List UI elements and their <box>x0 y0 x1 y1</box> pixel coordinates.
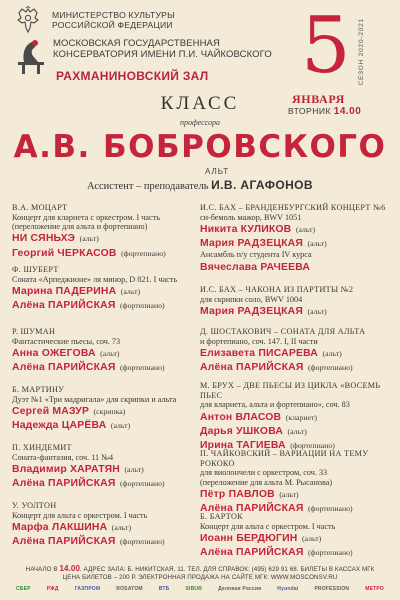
instrument-label: АЛЬТ <box>205 167 230 176</box>
program-item <box>200 285 392 318</box>
performer <box>200 346 392 360</box>
date-day: 5 <box>301 1 351 91</box>
performer-instrument: (кларнет) <box>285 412 317 422</box>
performer <box>12 298 198 312</box>
address-text: АДРЕС ЗАЛА: Б. НИКИТСКАЯ, 11. ТЕЛ. ДЛЯ СПРАВОК: (495) 629 91 68. БИЛЕТЫ В КАССАХ МГК <box>83 566 375 573</box>
conservatory-line-1: МОСКОВСКАЯ ГОСУДАРСТВЕННАЯ <box>53 38 220 49</box>
performer <box>12 346 198 360</box>
hall-name: РАХМАНИНОВСКИЙ ЗАЛ <box>56 69 209 83</box>
class-heading: КЛАСС <box>160 93 240 114</box>
performer-name: Алёна ПАРИЙСКАЯ <box>12 478 116 490</box>
performer-instrument: (альт) <box>287 426 307 436</box>
ministry-line-2: РОССИЙСКОЙ ФЕДЕРАЦИИ <box>52 20 173 30</box>
performer-instrument: (фортепиано) <box>119 479 165 489</box>
sponsor-logo: ROSATOM <box>116 586 143 592</box>
performer-instrument: (альт) <box>79 234 99 244</box>
performer-name: Алёна ПАРИЙСКАЯ <box>12 362 116 374</box>
composer: У. УОЛТОН <box>12 501 57 510</box>
composer: М. БРУХ – ДВЕ ПЬЕСЫ ИЗ ЦИКЛА «ВОСЕМЬ ПЬЕС <box>200 381 381 400</box>
program-item <box>200 449 392 515</box>
performer-instrument: (альт) <box>100 349 120 358</box>
performer-instrument: (фортепиано) <box>119 301 165 311</box>
performer <box>12 462 198 476</box>
performer-name: Никита КУЛИКОВ <box>200 224 292 235</box>
performer <box>12 520 198 534</box>
performer-name: Мария РАДЗЕЦКАЯ <box>200 306 304 317</box>
sponsor-logo: Hyundai <box>277 586 299 592</box>
performer-name: Елизавета ПИСАРЕВА <box>200 348 319 359</box>
work-title: для виолончели с оркестром, соч. 33 <box>200 468 328 478</box>
composer: И.С. БАХ – БРАНДЕНБУРГСКИЙ КОНЦЕРТ №6 <box>200 203 386 212</box>
work-title: си-бемоль мажор, BWV 1051 <box>200 212 302 222</box>
program-item <box>12 443 198 490</box>
sponsor-logo: ГАЗПРОМ <box>74 586 101 592</box>
professor-label: профессора <box>179 118 221 127</box>
performer-instrument: (альт) <box>307 239 327 249</box>
sponsor-logo: SIBUR <box>185 586 203 592</box>
program-item <box>12 265 198 312</box>
work-title: Фантастические пьесы, соч. 73 <box>12 336 121 346</box>
performer-instrument: (фортепиано) <box>307 504 353 514</box>
performer-name: Владимир ХАРАТЯН <box>12 464 120 475</box>
date-time: 14.00 <box>333 106 362 117</box>
performer-name: Антон ВЛАСОВ <box>200 411 282 423</box>
performer-instrument: (фортепиано) <box>119 537 165 547</box>
performer-instrument: (альт) <box>307 307 327 316</box>
work-title: для скрипки соло, BWV 1004 <box>200 294 303 304</box>
date-month: ЯНВАРЯ <box>292 92 345 106</box>
program-item <box>200 381 392 452</box>
performer-name: Георгий ЧЕРКАСОВ <box>12 247 117 259</box>
ministry-line-1: МИНИСТЕРСТВО КУЛЬТУРЫ <box>52 10 175 20</box>
work-title: Соната «Арпеджионе» ля минор, D 821. I часть <box>12 274 178 284</box>
performer-name: Дарья УШКОВА <box>200 425 284 437</box>
composer: Ф. ШУБЕРТ <box>12 265 59 274</box>
composer: П. ХИНДЕМИТ <box>12 443 72 452</box>
ensemble-note: Ансамбль п/у студента IV курса <box>200 250 312 260</box>
sponsor-logo: Деловая Россия <box>218 586 262 592</box>
work-title: (переложение для альта М. Рысанова) <box>200 477 333 487</box>
performer-instrument: (альт) <box>110 421 131 431</box>
performer <box>12 360 198 374</box>
ticket-prices: ЦЕНА БИЛЕТОВ – 200 Р. ЭЛЕКТРОННАЯ ПРОДАЖА НА САЙТЕ МГК: WWW.MOSCONSV.RU <box>62 573 338 581</box>
composer: И.С. БАХ – ЧАКОНА ИЗ ПАРТИТЫ №2 <box>200 285 354 294</box>
performer <box>200 410 392 424</box>
performer-instrument: (альт) <box>322 349 342 358</box>
performer-name: Алёна ПАРИЙСКАЯ <box>200 547 304 559</box>
composer: Д. ШОСТАКОВИЧ – СОНАТА ДЛЯ АЛЬТА <box>200 327 366 336</box>
composer: Б. МАРТИНУ <box>12 385 65 394</box>
sponsor-logo: ВТБ <box>158 586 170 592</box>
start-label: НАЧАЛО В <box>25 566 58 573</box>
performer-name: Алёна ПАРИЙСКАЯ <box>12 300 116 312</box>
performer <box>12 418 198 432</box>
performer-instrument: (альт) <box>301 534 322 543</box>
performer <box>200 424 392 438</box>
work-title: Концерт для альта с оркестром. I часть <box>12 510 148 520</box>
performer-instrument: (скрипка) <box>93 407 126 416</box>
conservatory-logo-icon <box>16 38 46 76</box>
performer-instrument: (фортепиано) <box>307 548 353 558</box>
performer-name: Мария РАДЗЕЦКАЯ <box>200 238 304 250</box>
performer-name: Ирина ТАГИЕВА <box>200 440 286 451</box>
sponsor-logo: PROFESSION <box>314 586 350 592</box>
performer <box>12 231 198 245</box>
performer-name: НИ СЯНЬХЭ <box>12 233 76 245</box>
performer <box>200 487 392 501</box>
sponsor-logo: РЖД <box>46 586 59 592</box>
performer-instrument: (альт) <box>120 287 141 296</box>
assistant-line <box>0 178 400 192</box>
program-item <box>12 327 198 374</box>
performer <box>200 531 392 545</box>
composer: Б. БАРТОК <box>200 512 243 521</box>
performer-name: Алёна ПАРИЙСКАЯ <box>12 536 116 548</box>
work-title: Соната-фантазия, соч. 11 №4 <box>12 452 114 462</box>
performer <box>200 360 392 374</box>
performer-name: Иоанн БЕРДЮГИН <box>200 533 298 544</box>
work-title: Концерт для альта с оркестром. I часть <box>200 521 336 531</box>
performer-name: Сергей МАЗУР <box>12 406 90 417</box>
sponsor-logos <box>16 586 384 592</box>
performer-name: Алёна ПАРИЙСКАЯ <box>200 503 304 515</box>
double-headed-eagle-icon <box>16 6 40 34</box>
season-label: СЕЗОН 2020-2021 <box>358 18 365 86</box>
performer <box>12 476 198 490</box>
conservatory-line-2: КОНСЕРВАТОРИЯ ИМЕНИ П.И. ЧАЙКОВСКОГО <box>53 49 272 60</box>
performer-instrument: (альт) <box>279 490 299 499</box>
performer <box>200 545 392 559</box>
performer-instrument: (фортепиано) <box>307 363 353 373</box>
performer-name: Вячеслава РАЧЕЕВА <box>200 261 311 273</box>
program-item <box>12 385 198 432</box>
work-title: Дуэт №1 «Три мадригала» для скрипки и альта <box>12 394 177 404</box>
work-title: для кларнета, альта и фортепиано», соч. 83 <box>200 400 350 410</box>
performer <box>12 404 198 418</box>
work-title: (переложение для альта и фортепиано) <box>12 222 148 231</box>
conservatory-title <box>53 38 272 60</box>
performer <box>200 222 392 236</box>
work-title: Концерт для кларнета с оркестром. I часть <box>12 212 160 222</box>
performer-name: Надежда ЦАРЁВА <box>12 420 107 432</box>
date-weekday: ВТОРНИК <box>288 106 331 116</box>
footer-info <box>0 565 400 581</box>
composer: В.А. МОЦАРТ <box>12 203 68 212</box>
ministry-title <box>52 10 175 30</box>
performer-name: Марфа ЛАКШИНА <box>12 522 108 533</box>
performer-name: Марина ПАДЕРИНА <box>12 286 117 297</box>
performer <box>12 284 198 298</box>
performer-name: Анна ОЖЕГОВА <box>12 348 96 359</box>
assistant-name: И.В. АГАФОНОВ <box>211 178 313 192</box>
assistant-label: Ассистент – преподаватель <box>87 181 209 192</box>
program-item <box>200 327 392 374</box>
performer <box>200 260 392 274</box>
start-time: 14.00 <box>59 564 81 573</box>
performer <box>12 534 198 548</box>
program-item <box>12 501 198 548</box>
performer-instrument: (фортепиано) <box>119 363 165 373</box>
performer-instrument: (альт) <box>111 523 132 532</box>
program-item <box>12 203 198 260</box>
footer-line-1: НАЧАЛО В 14.00. АДРЕС ЗАЛА: Б. НИКИТСКАЯ, 11. ТЕЛ. ДЛЯ СПРАВОК: (495) 629 91 68. БИЛЕТЫ В КАССАХ МГК <box>25 564 375 573</box>
sponsor-logo: МЕТРО <box>365 586 384 592</box>
performer-name: Пётр ПАВЛОВ <box>200 489 275 500</box>
performer <box>200 236 392 250</box>
performer-name: Алёна ПАРИЙСКАЯ <box>200 362 304 374</box>
performer <box>200 304 392 318</box>
composer: Р. ШУМАН <box>12 327 56 336</box>
program-item <box>200 203 392 274</box>
work-title: и фортепиано, соч. 147. I, II части <box>200 336 318 346</box>
performer-instrument: (фортепиано) <box>290 441 335 450</box>
performer <box>12 246 198 260</box>
performer-instrument: (альт) <box>295 225 316 234</box>
performer-instrument: (альт) <box>124 465 144 474</box>
performer-instrument: (фортепиано) <box>121 248 166 258</box>
composer: П. ЧАЙКОВСКИЙ – ВАРИАЦИИ НА ТЕМУ РОКОКО <box>200 449 369 468</box>
professor-name: А.В. БОБРОВСКОГО <box>13 129 387 165</box>
sponsor-logo: СБЕР <box>16 586 31 592</box>
ministry-block <box>16 6 175 34</box>
program-item <box>200 512 392 559</box>
